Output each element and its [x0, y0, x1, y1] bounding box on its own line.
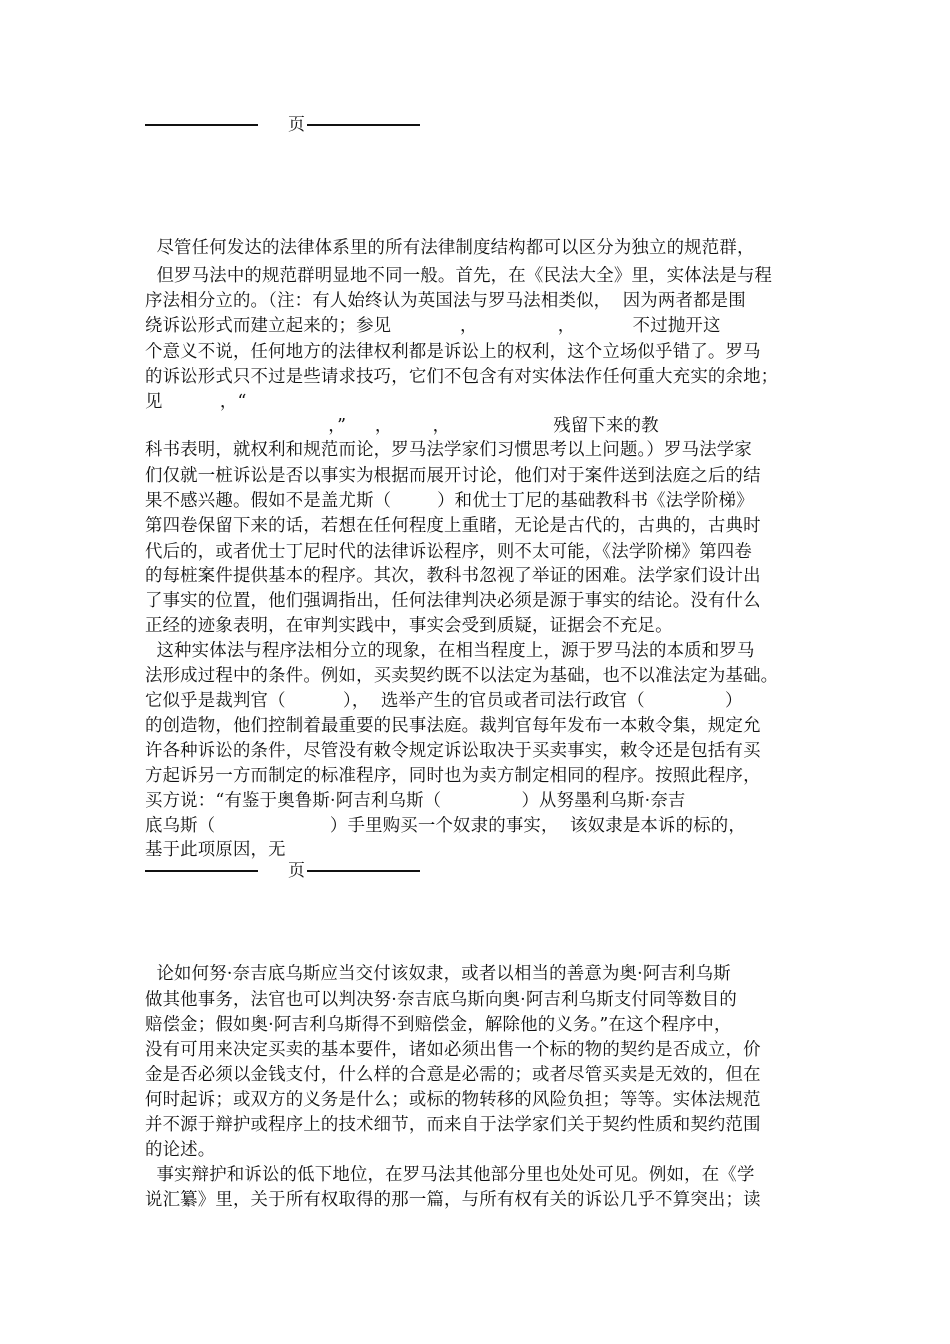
text-line: 们仅就一桩诉讼是否以事实为根据而展开讨论，他们对于案件送到法庭之后的结 — [145, 466, 761, 486]
divider — [307, 124, 420, 126]
text-line: 做其他事务，法官也可以判决努·奈吉底乌斯向奥·阿吉利乌斯支付同等数目的 — [145, 990, 737, 1010]
page-break-middle — [145, 861, 420, 881]
text-line: 基于此项原因，无 — [145, 840, 286, 860]
text-line: 个意义不说，任何地方的法律权利都是诉讼上的权利，这个立场似乎错了。罗马 — [145, 342, 761, 362]
text-line: 并不源于辩护或程序上的技术细节，而来自于法学家们关于契约性质和契约范围 — [145, 1115, 761, 1135]
page-label: 页 — [288, 861, 305, 881]
text-line: 代后的，或者优士丁尼时代的法律诉讼程序，则不太可能，《法学阶梯》第四卷 — [145, 542, 752, 562]
text-line: 序法相分立的。（注：有人始终认为英国法与罗马法相类似， 因为两者都是围 — [145, 291, 746, 311]
text-line: ，” ， ， 残留下来的教 — [145, 416, 659, 436]
page-break-top — [145, 115, 420, 135]
text-line: 何时起诉；或双方的义务是什么；或标的物转移的风险负担；等等。实体法规范 — [145, 1090, 761, 1110]
text-line: 许各种诉讼的条件，尽管没有敕令规定诉讼取决于买卖事实，敕令还是包括有买 — [145, 741, 761, 761]
text-line: 科书表明，就权利和规范而论，罗马法学家们习惯思考以上问题。）罗马法学家 — [145, 440, 752, 460]
text-line: 尽管任何发达的法律体系里的所有法律制度结构都可以区分为独立的规范群， — [145, 238, 755, 258]
text-line: 事实辩护和诉讼的低下地位，在罗马法其他部分里也处处可见。例如，在《学 — [145, 1165, 755, 1185]
text-line: 正经的迹象表明，在审判实践中，事实会受到质疑，证据会不充足。 — [145, 616, 673, 636]
text-line: 果不感兴趣。假如不是盖尤斯（ ）和优士丁尼的基础教科书《法学阶梯》 — [145, 491, 754, 511]
text-line: 方起诉另一方而制定的标准程序，同时也为卖方制定相同的程序。按照此程序， — [145, 766, 761, 786]
text-line: 了事实的位置，他们强调指出，任何法律判决必须是源于事实的结论。没有什么 — [145, 591, 761, 611]
text-line: 法形成过程中的条件。例如，买卖契约既不以法定为基础，也不以准法定为基础。 — [145, 666, 779, 686]
divider — [145, 124, 258, 126]
text-line: 的创造物，他们控制着最重要的民事法庭。裁判官每年发布一本敕令集，规定允 — [145, 716, 761, 736]
text-line: 没有可用来决定买卖的基本要件，诸如必须出售一个标的物的契约是否成立，价 — [145, 1040, 761, 1060]
text-line: 这种实体法与程序法相分立的现象，在相当程度上，源于罗马法的本质和罗马 — [145, 641, 755, 661]
divider — [145, 870, 258, 872]
text-line: 论如何努·奈吉底乌斯应当交付该奴隶，或者以相当的善意为奥·阿吉利乌斯 — [145, 964, 731, 984]
text-line: 它似乎是裁判官（ ）， 选举产生的官员或者司法行政官（ ） — [145, 691, 743, 711]
text-line: 买方说：“有鉴于奥鲁斯·阿吉利乌斯（ ）从努墨利乌斯·奈吉 — [145, 791, 686, 811]
text-line: 第四卷保留下来的话，若想在任何程度上重睹，无论是古代的，古典的，古典时 — [145, 516, 761, 536]
text-line: 金是否必须以金钱支付，什么样的合意是必需的；或者尽管买卖是无效的，但在 — [145, 1065, 761, 1085]
text-line: 说汇纂》里，关于所有权取得的那一篇，与所有权有关的诉讼几乎不算突出；读 — [145, 1190, 761, 1210]
text-line: 绕诉讼形式而建立起来的；参见 ， ， 不过抛开这 — [145, 316, 721, 336]
page-label: 页 — [288, 115, 305, 135]
text-line: 赔偿金；假如奥·阿吉利乌斯得不到赔偿金，解除他的义务。”在这个程序中， — [145, 1015, 732, 1035]
text-line: 的论述。 — [145, 1140, 216, 1160]
text-line: 底乌斯（ ）手里购买一个奴隶的事实， 该奴隶是本诉的标的， — [145, 816, 746, 836]
divider — [307, 870, 420, 872]
text-line: 的每桩案件提供基本的程序。其次，教科书忽视了举证的困难。法学家们设计出 — [145, 566, 761, 586]
text-line: 但罗马法中的规范群明显地不同一般。首先，在《民法大全》里，实体法是与程 — [145, 266, 773, 286]
text-line: 的诉讼形式只不过是些请求技巧，它们不包含有对实体法作任何重大充实的余地； — [145, 367, 779, 387]
text-line: 见 ，“ — [145, 392, 247, 412]
